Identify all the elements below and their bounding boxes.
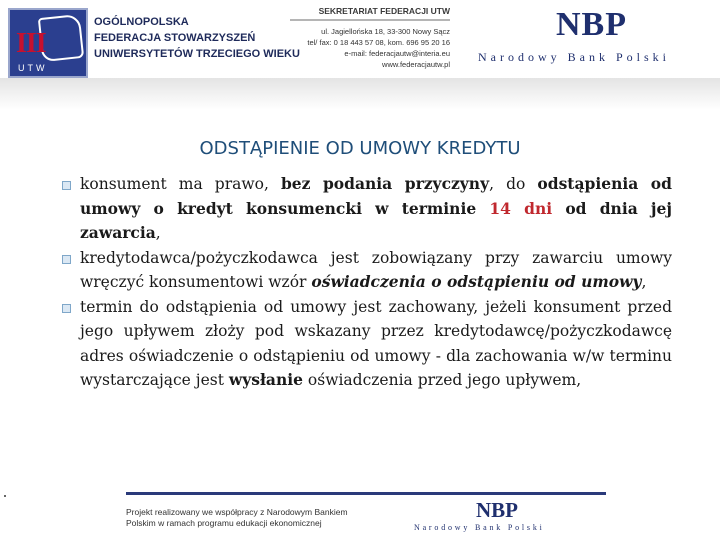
federation-line: UNIWERSYTETÓW TRZECIEGO WIEKU xyxy=(94,48,300,60)
address-line: www.federacjautw.pl xyxy=(382,60,450,69)
utw-logo xyxy=(8,8,88,78)
footer-nbp-subtitle: Narodowy Bank Polski xyxy=(414,523,545,532)
footer-project-note xyxy=(126,507,396,529)
bullet-text-run: 14 dni xyxy=(489,198,553,218)
footer-divider xyxy=(126,492,606,495)
square-bullet-icon xyxy=(62,181,71,190)
bullet-item xyxy=(80,172,672,246)
secretariat-heading: SEKRETARIAT FEDERACJI UTW xyxy=(318,6,450,16)
bullet-text-run: oświadczenia o odstąpieniu od umowy xyxy=(311,272,642,291)
slide-header xyxy=(0,0,720,92)
secretariat-divider xyxy=(290,19,450,21)
utw-logo-label: UTW xyxy=(18,63,48,73)
bullet-text-run: termin do odstąpienia od umowy jest zachowany, jeżeli konsument przed jego upływem złoży pod wskazany przez kredytodawcę/pożyczkodawcę adres oświadczenie o odstąpieniu od umowy - dla zachowania w/w terminu wystarczające jest xyxy=(80,297,672,389)
nbp-logo: NBP xyxy=(556,6,627,43)
bullet-text-run: kredytodawca/pożyczkodawca jest zobowiązany przy zawarciu umowy wręczyć konsumentowi wzór xyxy=(80,248,672,291)
federation-line: OGÓLNOPOLSKA xyxy=(94,16,189,28)
address-line: ul. Jagiellońska 18, 33-300 Nowy Sącz xyxy=(321,27,450,36)
bullet-list xyxy=(80,172,672,393)
footer-nbp-logo: NBP xyxy=(476,498,518,522)
bullet-item xyxy=(80,295,672,393)
federation-name xyxy=(94,14,300,62)
utw-logo-numeral: III xyxy=(16,28,46,59)
decorative-dot xyxy=(4,495,6,497)
bullet-text-run: wysłanie xyxy=(228,370,303,389)
bullet-text-run: , xyxy=(641,273,647,291)
secretariat-address xyxy=(290,26,450,70)
bullet-item xyxy=(80,246,672,295)
nbp-logo-subtitle: Narodowy Bank Polski xyxy=(478,50,670,64)
bullet-text-run: konsument ma prawo, xyxy=(80,175,281,193)
square-bullet-icon xyxy=(62,304,71,313)
square-bullet-icon xyxy=(62,255,71,264)
bullet-text-run: , xyxy=(155,224,161,242)
header-gradient-band xyxy=(0,78,720,110)
address-line: e-mail: federacjautw@interia.eu xyxy=(344,49,450,58)
bullet-text-run: odstąpienia od umowy o kredyt konsumencki w terminie xyxy=(80,174,672,218)
federation-line: FEDERACJA STOWARZYSZEŃ xyxy=(94,32,256,44)
bullet-text-run: , do xyxy=(489,175,538,193)
bullet-text-run: bez podania przyczyny xyxy=(280,174,490,193)
bullet-text-run: oświadczenia przed jego upływem, xyxy=(302,371,582,389)
slide-title: ODSTĄPIENIE OD UMOWY KREDYTU xyxy=(199,138,521,159)
footer-line: Projekt realizowany we współpracy z Narodowym Bankiem xyxy=(126,507,348,517)
bullet-text-run: od dnia jej zawarcia xyxy=(80,198,673,242)
address-line: tel/ fax: 0 18 443 57 08, kom. 696 95 20 16 xyxy=(307,38,450,47)
footer-line: Polskim w ramach programu edukacji ekonomicznej xyxy=(126,518,322,528)
